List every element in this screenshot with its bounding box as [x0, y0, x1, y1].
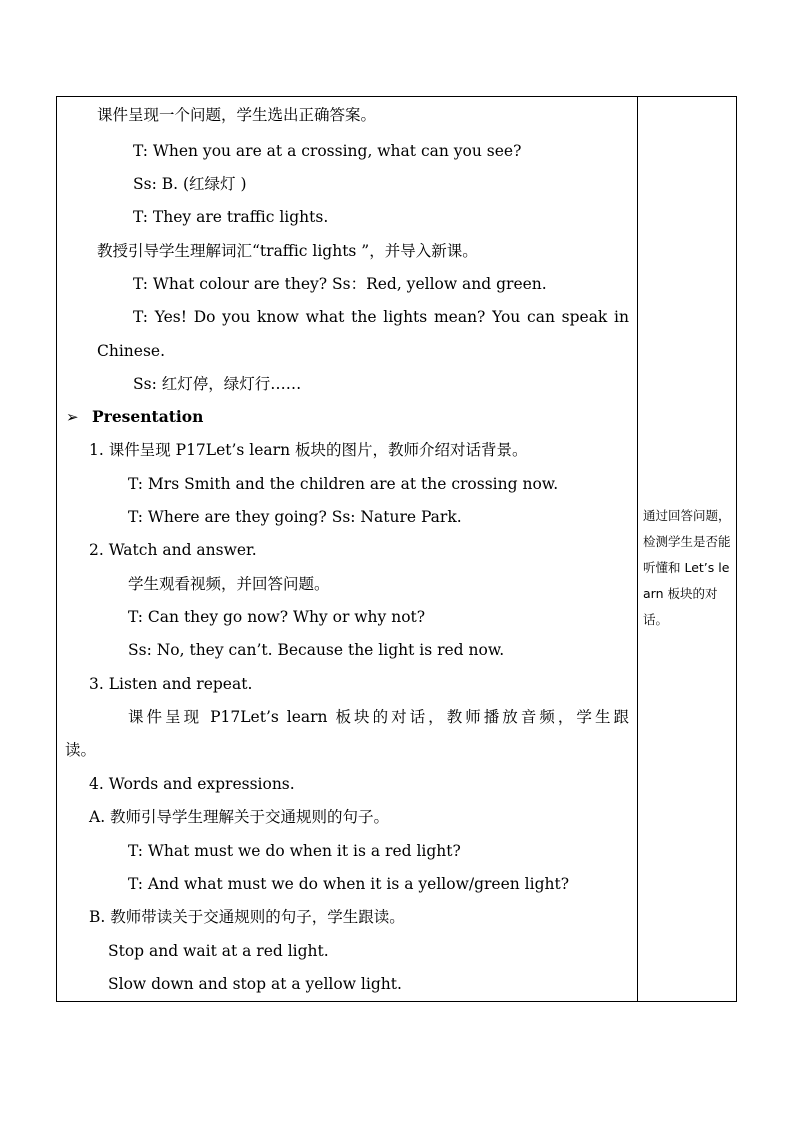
text-line: T: What colour are they? Ss：Red, yellow and green. — [133, 275, 547, 293]
text-line: T: Yes! Do you know what the lights mean? You can speak in — [133, 308, 629, 326]
section-heading: Presentation — [92, 407, 204, 426]
text-line: 课件呈现一个问题，学生选出正确答案。 — [97, 106, 377, 124]
arrow-bullet-icon: ➢ — [66, 408, 79, 426]
text-line: 学生观看视频，并回答问题。 — [128, 575, 330, 593]
text-line: T: And what must we do when it is a yellow/green light? — [128, 875, 570, 893]
text-line: T: What must we do when it is a red light? — [128, 842, 461, 860]
lesson-table — [56, 96, 737, 1002]
text-line: Ss: B. (红绿灯 ) — [133, 175, 247, 193]
text-line: T: They are traffic lights. — [133, 208, 329, 226]
text-line: Ss: No, they can’t. Because the light is red now. — [128, 641, 505, 659]
text-line: Chinese. — [97, 342, 166, 360]
text-line: T: Can they go now? Why or why not? — [128, 608, 426, 626]
text-line: B. 教师带读关于交通规则的句子，学生跟读。 — [89, 908, 405, 926]
teaching-note: 通过回答问题，检测学生是否能听懂和 Let’s learn 板块的对话。 — [643, 508, 731, 627]
text-line: Ss: 红灯停，绿灯行…… — [133, 375, 302, 393]
text-line: A. 教师引导学生理解关于交通规则的句子。 — [89, 808, 390, 826]
text-line: 3. Listen and repeat. — [89, 675, 253, 693]
text-line: 课件呈现 P17Let’s learn 板块的对话，教师播放音频，学生跟 — [128, 708, 629, 726]
text-line: T: When you are at a crossing, what can you see? — [133, 142, 522, 160]
text-line: 教授引导学生理解词汇“traffic lights ”，并导入新课。 — [97, 242, 478, 260]
text-line: 读。 — [65, 741, 97, 759]
text-line: Slow down and stop at a yellow light. — [108, 975, 402, 993]
text-line: T: Where are they going? Ss: Nature Park. — [128, 508, 462, 526]
text-line: 2. Watch and answer. — [89, 541, 257, 559]
text-line: 4. Words and expressions. — [89, 775, 295, 793]
text-line: 1. 课件呈现 P17Let’s learn 板块的图片，教师介绍对话背景。 — [89, 441, 528, 459]
text-line: T: Mrs Smith and the children are at the crossing now. — [128, 475, 559, 493]
column-divider — [637, 97, 638, 1001]
text-line: Stop and wait at a red light. — [108, 942, 329, 960]
